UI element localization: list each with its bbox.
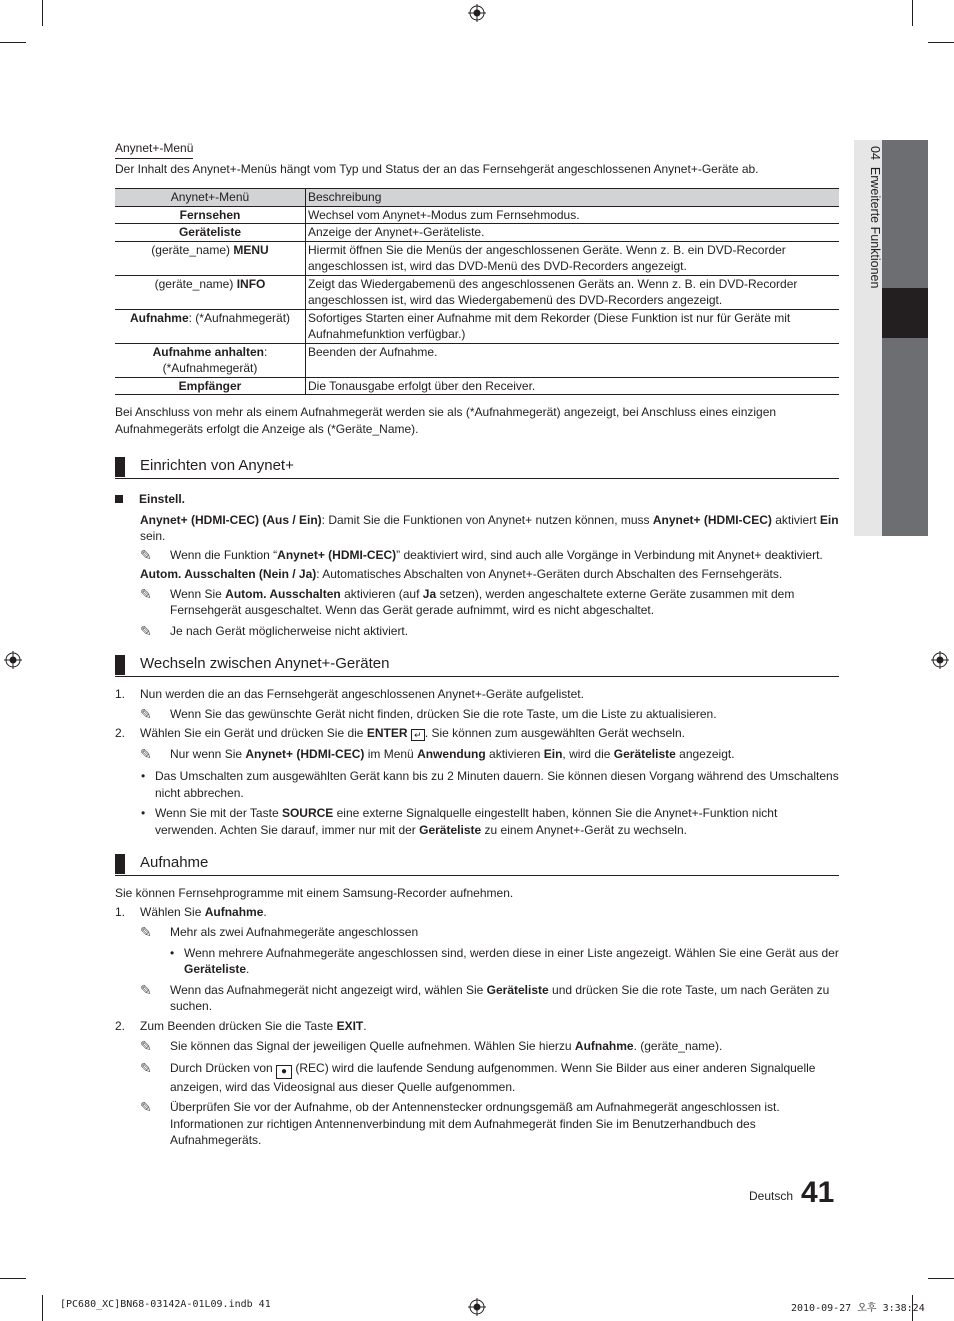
pencil-note-icon: ✎ — [140, 745, 152, 762]
crop-mark — [42, 1295, 43, 1321]
note-antenna-check: ✎ Überprüfen Sie vor der Aufnahme, ob der Antennenstecker ordnungsgemäß am Aufnahmegerät angeschlossen ist. Informationen zur richtigen Antennenverbindung mit dem Aufnahmegerät finden Sie im Benutzerhandbuch des Aufnahmegeräts. — [140, 1099, 780, 1147]
bullet-switch-time: • Das Umschalten zum ausgewählten Gerät kann bis zu 2 Minuten dauern. Sie können diesen Vorgang während des Umschaltens nicht abbrechen. — [141, 769, 839, 800]
section-title: Wechseln zwischen Anynet+-Geräten — [140, 655, 390, 672]
anynet-menu-intro: Der Inhalt des Anynet+-Menüs hängt vom Typ und Status der an das Fernsehgerät angeschlossenen Anynet+-Geräte ab. — [115, 161, 759, 176]
note-auto-off: ✎ Wenn Sie Autom. Ausschalten aktivieren (auf Ja setzen), werden angeschaltete externe Geräte zusammen mit dem Fernsehgerät ausgeschaltet. Wenn das Gerät gerade aufnimmt, wird es nicht abgeschaltet. — [140, 585, 795, 617]
table-cell-menu: (geräte_name) MENU — [115, 241, 306, 275]
bullet-recorder-list: • Wenn mehrere Aufnahmegeräte angeschlossen sind, werden diese in einer Liste angezeigt. Wählen Sie eine Gerät aus der Geräteliste. — [170, 945, 839, 976]
note-recorder-not-shown: ✎ Wenn das Aufnahmegerät nicht angezeigt wird, wählen Sie Geräteliste und drücken Sie die rote Taste, um nach Geräten zu suchen. — [140, 981, 830, 1013]
table-cell-description: Zeigt das Wiedergabemenü des angeschlossenen Geräts an. Wenn z. B. ein DVD-Recorder angeschlossen ist, wird das Wiedergabemenü des DVD-Recorders angezeigt. — [306, 275, 840, 309]
note-device-list: ✎ Nur wenn Sie Anynet+ (HDMI-CEC) im Menü Anwendung aktivieren Ein, wird die Geräteliste angezeigt. — [140, 745, 735, 762]
registration-mark-icon — [4, 651, 22, 669]
pencil-note-icon: ✎ — [140, 585, 152, 602]
section-bar — [115, 457, 125, 477]
section-heading-switch — [115, 654, 839, 677]
table-cell-menu: Fernsehen — [115, 206, 306, 224]
recording-intro: Sie können Fernsehprogramme mit einem Samsung-Recorder aufnehmen. — [115, 886, 514, 900]
table-row — [115, 206, 839, 224]
crop-mark — [0, 1278, 26, 1279]
anynet-menu-title: Anynet+-Menü — [115, 140, 193, 159]
table-cell-description: Sofortiges Starten einer Aufnahme mit dem Rekorder (Diese Funktion ist nur für Geräte mit Aufnahmefunktion verfügbar.) — [306, 309, 840, 343]
table-row — [115, 224, 839, 242]
enter-button-icon: ↵ — [411, 729, 425, 741]
crop-mark — [928, 42, 954, 43]
chapter-number: 04 — [868, 146, 882, 160]
note-cec-disabled: ✎ Wenn die Funktion “Anynet+ (HDMI-CEC)” deaktiviert wird, sind auch alle Vorgänge in Verbindung mit Anynet+ deaktiviert. — [140, 546, 823, 563]
einstell-heading: Einstell. — [115, 491, 839, 508]
crop-mark — [912, 0, 913, 26]
auto-off-paragraph: Autom. Ausschalten (Nein / Ja): Automatisches Abschalten von Anynet+-Geräten durch Abschalten des Fernsehgeräts. — [140, 567, 783, 581]
section-bar — [115, 655, 125, 675]
rec-button-icon: ● — [276, 1065, 292, 1079]
table-row — [115, 241, 839, 275]
pencil-note-icon: ✎ — [140, 1059, 152, 1076]
pencil-note-icon: ✎ — [140, 546, 152, 563]
pencil-note-icon: ✎ — [140, 1099, 152, 1115]
anynet-cec-paragraph: Anynet+ (HDMI-CEC) (Aus / Ein): Damit Sie die Funktionen von Anynet+ nutzen können, muss Anynet+ (HDMI-CEC) aktiviert Ein sein. — [140, 512, 839, 543]
table-cell-description: Anzeige der Anynet+-Geräteliste. — [306, 224, 840, 242]
registration-mark-icon — [468, 1298, 486, 1316]
note-multiple-recorders: ✎ Mehr als zwei Aufnahmegeräte angeschlossen — [140, 924, 419, 940]
table-row — [115, 377, 839, 395]
page-content — [115, 140, 839, 1149]
table-header-menu: Anynet+-Menü — [115, 189, 306, 207]
table-cell-menu: Aufnahme: (*Aufnahmegerät) — [115, 309, 306, 343]
crop-mark — [928, 1278, 954, 1279]
note-device-dependent: ✎ Je nach Gerät möglicherweise nicht aktiviert. — [140, 622, 409, 639]
chapter-side-tab-dark — [882, 140, 928, 536]
section-heading-setup — [115, 456, 839, 479]
crop-mark — [42, 0, 43, 26]
table-cell-description: Die Tonausgabe erfolgt über den Receiver. — [306, 377, 840, 395]
table-cell-description: Wechsel vom Anynet+-Modus zum Fernsehmodus. — [306, 206, 840, 224]
anynet-menu-table — [115, 188, 839, 395]
page-number: 41 — [801, 1176, 835, 1209]
table-row — [115, 343, 839, 377]
step-2-select: 2. Wählen Sie ein Gerät und drücken Sie die ENTER ↵ . Sie können zum ausgewählten Gerät wechseln. — [115, 726, 685, 740]
table-cell-menu: Empfänger — [115, 377, 306, 395]
step-2-exit: 2. Zum Beenden drücken Sie die Taste EXIT. — [115, 1018, 367, 1033]
registration-mark-icon — [931, 651, 949, 669]
chapter-side-label — [868, 146, 882, 288]
registration-mark-icon — [468, 4, 486, 22]
note-rec-button: ✎ Durch Drücken von ● (REC) wird die laufende Sendung aufgenommen. Wenn Sie Bilder aus einer anderen Signalquelle anzeigen, wird das Videosignal aus dieser Quelle aufgenommen. — [140, 1059, 816, 1094]
footer-language: Deutsch — [749, 1189, 794, 1203]
note-record-source: ✎ Sie können das Signal der jeweiligen Quelle aufnehmen. Wählen Sie hierzu Aufnahme. (geräte_name). — [140, 1038, 723, 1054]
table-cell-menu: Aufnahme anhalten: (*Aufnahmegerät) — [115, 343, 306, 377]
section-bar — [115, 854, 125, 874]
section-heading-recording — [115, 853, 839, 876]
table-header-row — [115, 189, 839, 207]
anynet-menu-after-note: Bei Anschluss von mehr als einem Aufnahmegerät werden sie als (*Aufnahmegerät) angezeigt, bei Anschluss eines einzigen Aufnahmegeräts erfolgt die Anzeige als (*Geräte_Name). — [115, 405, 777, 436]
crop-mark — [0, 42, 26, 43]
table-row — [115, 275, 839, 309]
print-slug-right: 2010-09-27 오후 3:38:24 — [791, 1303, 925, 1314]
table-row — [115, 309, 839, 343]
chapter-title: Erweiterte Funktionen — [868, 166, 882, 289]
print-slug-left: [PC680_XC]BN68-03142A-01L09.indb 41 — [60, 1299, 271, 1310]
table-cell-description: Hiermit öffnen Sie die Menüs der angeschlossenen Geräte. Wenn z. B. ein DVD-Recorder angeschlossen ist, wird das DVD-Menü des DVD-Recorders angezeigt. — [306, 241, 840, 275]
table-cell-menu: Geräteliste — [115, 224, 306, 242]
section-title: Einrichten von Anynet+ — [140, 457, 294, 474]
pencil-note-icon: ✎ — [140, 705, 152, 722]
pencil-note-icon: ✎ — [140, 1038, 152, 1054]
pencil-note-icon: ✎ — [140, 981, 152, 998]
bullet-source-key: • Wenn Sie mit der Taste SOURCE eine externe Signalquelle eingestellt haben, können Sie die Anynet+-Funktion nicht verwenden. Achten Sie darauf, immer nur mit der Geräteliste zu einem Anynet+-Gerät zu wechseln. — [141, 806, 778, 837]
square-bullet-icon — [115, 495, 123, 503]
table-cell-menu: (geräte_name) INFO — [115, 275, 306, 309]
section-title: Aufnahme — [140, 854, 209, 871]
table-header-description: Beschreibung — [306, 189, 840, 207]
pencil-note-icon: ✎ — [140, 924, 152, 940]
pencil-note-icon: ✎ — [140, 622, 152, 639]
step-1-list: 1. Nun werden die an das Fernsehgerät angeschlossenen Anynet+-Geräte aufgelistet. — [115, 687, 584, 701]
chapter-side-tab-marker — [882, 288, 928, 338]
table-cell-description: Beenden der Aufnahme. — [306, 343, 840, 377]
note-red-button-refresh: ✎ Wenn Sie das gewünschte Gerät nicht finden, drücken Sie die rote Taste, um die Liste zu aktualisieren. — [140, 705, 717, 722]
step-1-record: 1. Wählen Sie Aufnahme. — [115, 904, 267, 919]
